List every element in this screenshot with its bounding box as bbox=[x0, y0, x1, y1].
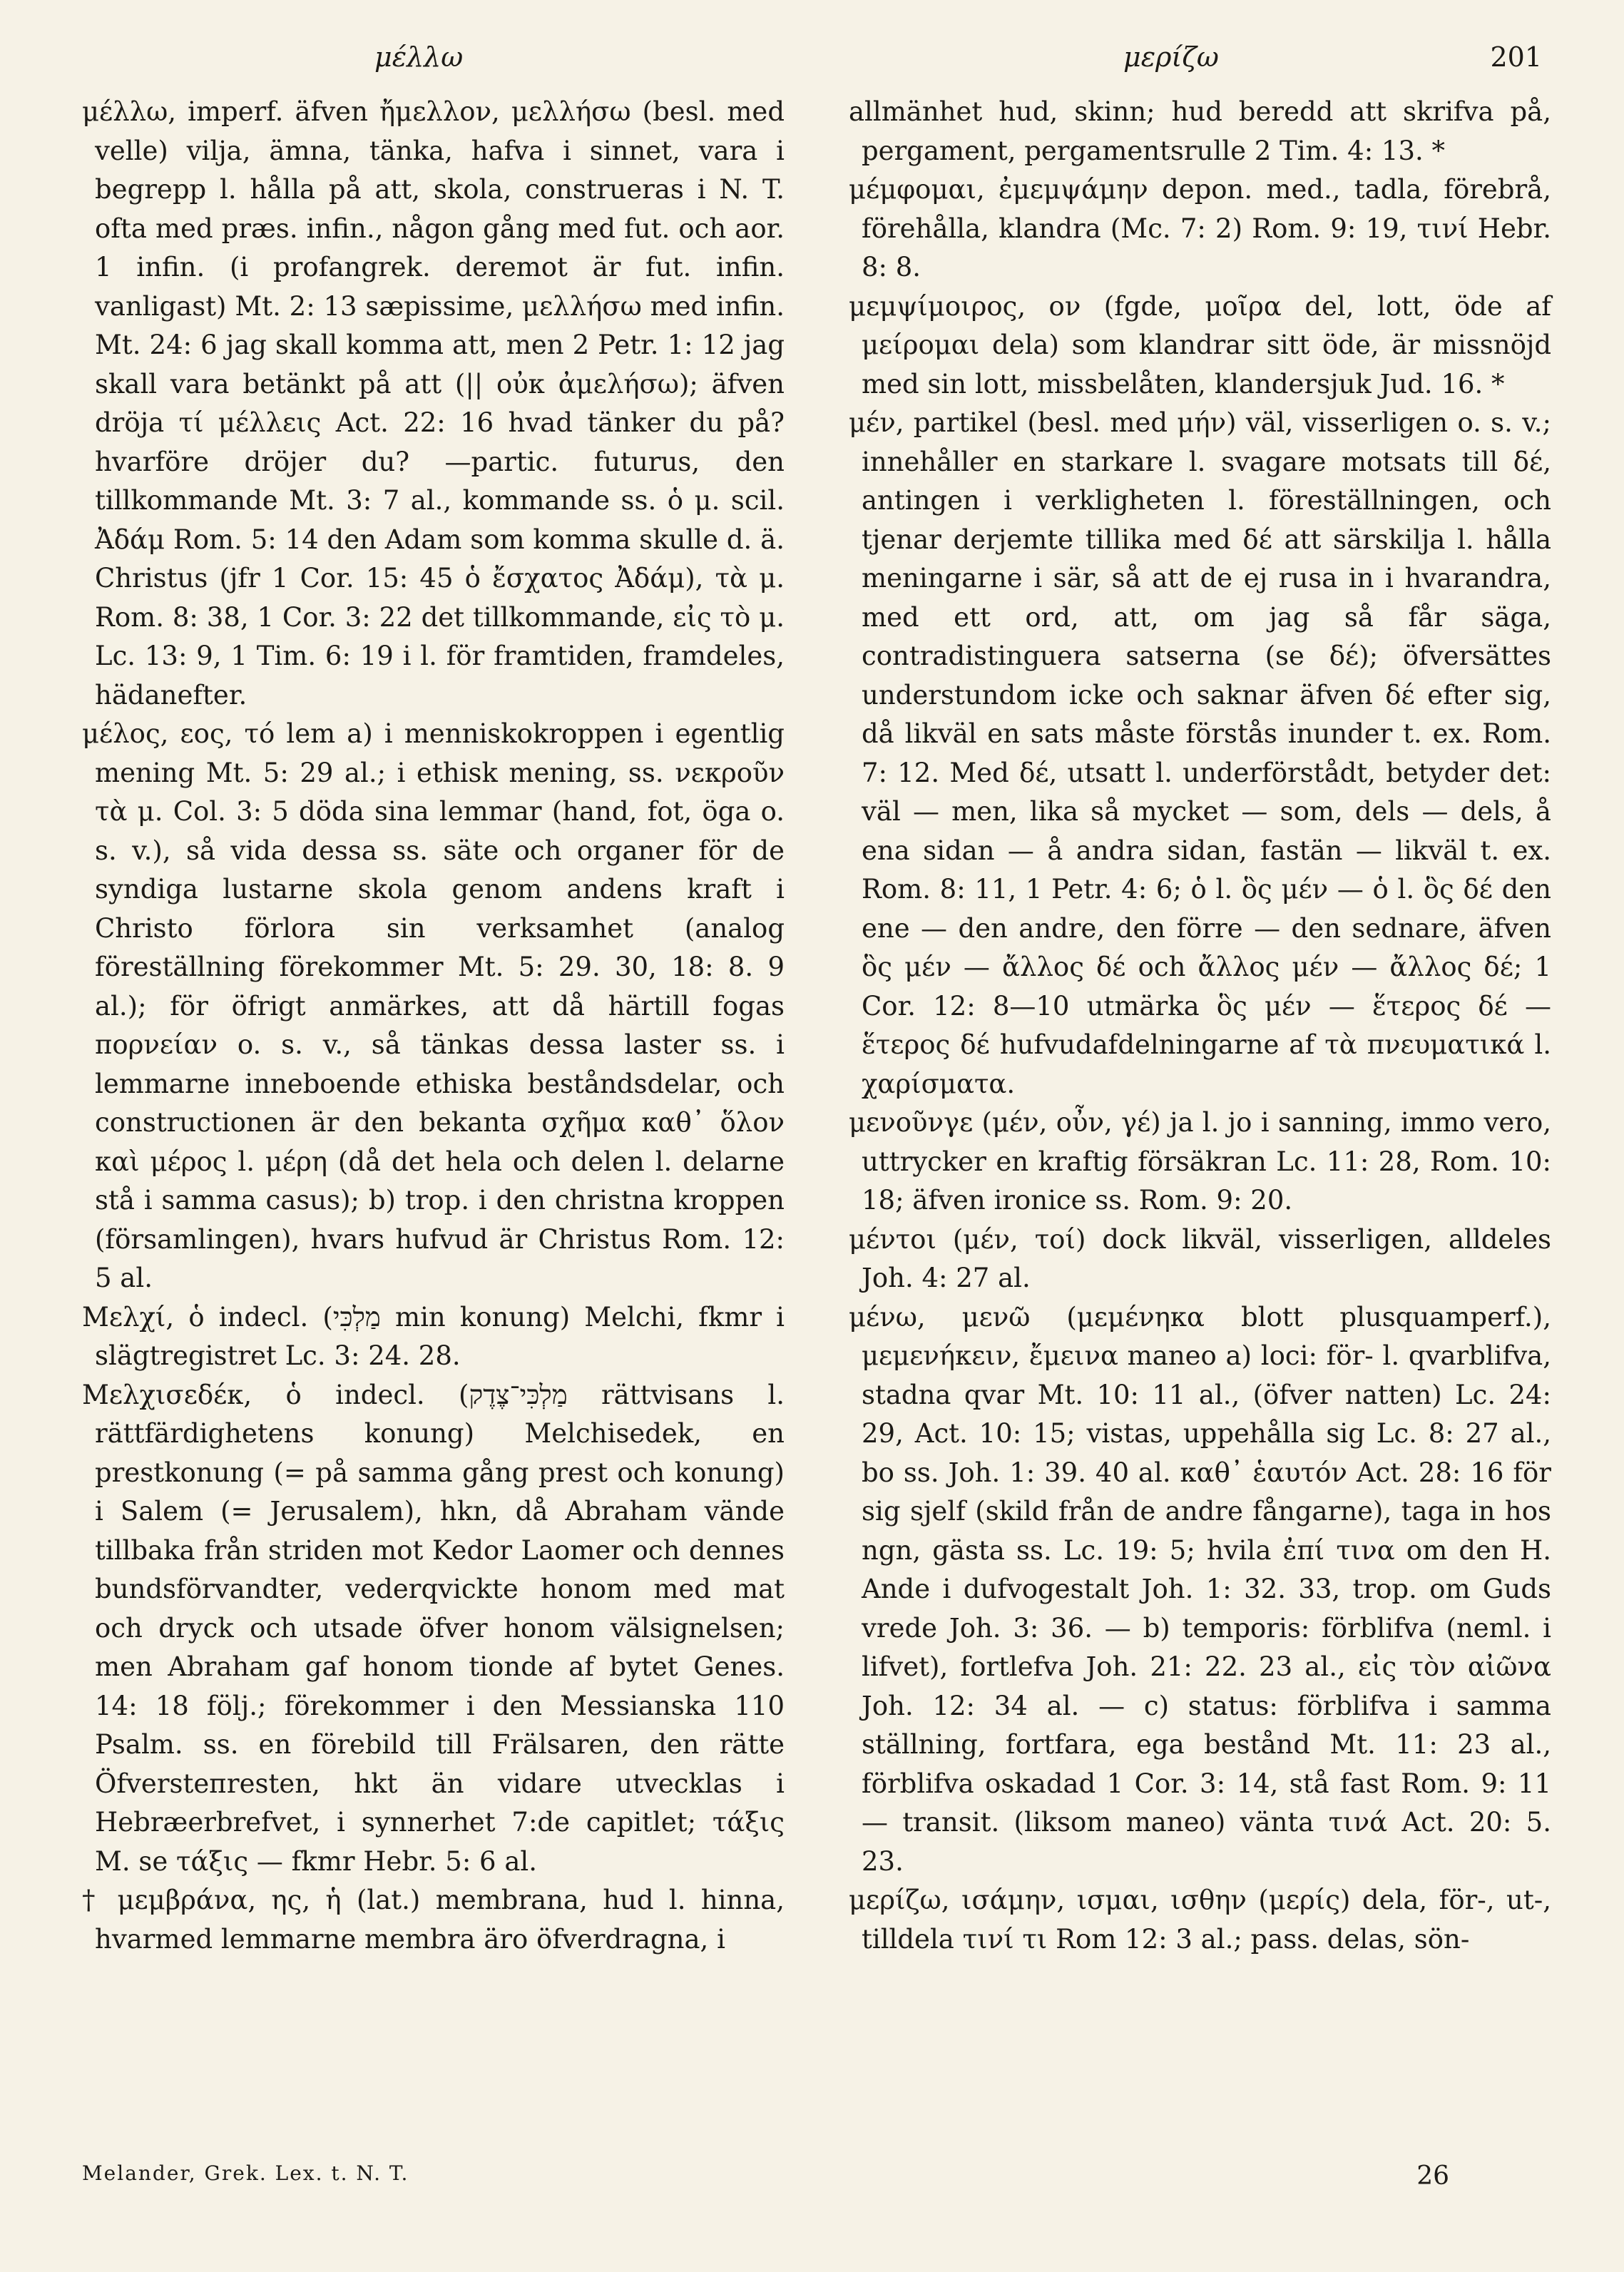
entry-menounge: μενοῦνγε (μέν, οὖν, γέ) ja l. jo i sanning, immo vero, uttrycker en kraftig försäkran Lc. 11: 28, Rom. 10: 18; äfven ironice ss. Rom. 9: 20. bbox=[849, 1107, 1551, 1216]
sheet-number: 26 bbox=[1416, 2161, 1449, 2191]
entry-memphomai: μέμφομαι, ἐμεμψάμην depon. med., tadla, förebrå, förehålla, klandra (Mc. 7: 2) Rom. 9: 19, τινί Hebr. 8: 8. bbox=[849, 174, 1551, 282]
entry-membrana: † μεμβράνα, ης, ἡ (lat.) membrana, hud l. hinna, hvarmed lemmarne membra äro öfverdragna, i bbox=[82, 1885, 785, 1955]
entry-melchisedek: Μελχισεδέκ, ὁ indecl. (מַלְכִּי־צֶדֶק rättvisans l. rättfärdighetens konung) Melchisedek, en prestkonung (= på samma gång prest och konung) i Salem (= Jerusalem), hkn, då Abraham vände tillbaka från striden mot Kedor Laomer och dennes bundsförvandter, vederqvickte honom med mat och dryck och utsade öfver honom välsignelsen; men Abraham gaf honom tionde af bytet Genes. 14: 18 följ.; förekommer i den Messianska 110 Psalm. ss. en förebild till Frälsaren, den rätte Öfversteпresten, hkt än vidare utvecklas i Hebræerbrefvet, i synnerhet 7:de capitlet; τάξις Μ. se τάξις — fkmr Hebr. 5: 6 al. bbox=[82, 1379, 785, 1877]
header-right-word: μερίζω bbox=[1123, 41, 1219, 73]
entry-merizo: μερίζω, ισάμην, ισμαι, ισθην (μερίς) dela, för-, ut-, tilldela τινί τι Rom 12: 3 al.; pass. delas, sön- bbox=[849, 1885, 1551, 1955]
page-number: 201 bbox=[1490, 41, 1542, 73]
header-left-word: μέλλω bbox=[374, 41, 464, 73]
entry-melos: μέλος, εος, τό lem a) i menniskokroppen i egentlig mening Mt. 5: 29 al.; i ethisk mening, ss. νεκροῦν τὰ μ. Col. 3: 5 döda sina lemmar (hand, fot, öga o. s. v.), så vida dessa ss. säte och organer för de syndiga lustarne skola genom andens kraft i Christo förlora sin verksamhet (analog föreställning förekommer Mt. 5: 29. 30, 18: 8. 9 al.); för öfrigt anmärkes, att då härtill fogas πορνείαν o. s. v., så tänkas dessa laster ss. i lemmarne inneboende ethiska beståndsdelar, och constructionen är den bekanta σχῆμα καθ᾽ ὅλον καὶ μέρος l. μέρη (då det hela och delen l. delarne stå i samma casus); b) trop. i den christna kroppen (församlingen), hvars hufvud är Christus Rom. 12: 5 al. bbox=[82, 718, 785, 1293]
page-footer bbox=[82, 2161, 1542, 2197]
entry-melchi: Μελχί, ὁ indecl. (מַלְכִּי min konung) Melchi, fkmr i slägtregistret Lc. 3: 24. 28. bbox=[82, 1301, 785, 1371]
entry-mentoi: μέντοι (μέν, τοί) dock likväl, visserligen, alldeles Joh. 4: 27 al. bbox=[849, 1223, 1551, 1293]
entry-mempsimoiros: μεμψίμοιρος, ον (fgde, μοῖρα del, lott, öde af μείρομαι dela) som klandrar sitt öde, är missnöjd med sin lott, missbelåten, klandersjuk Jud. 16. * bbox=[849, 290, 1551, 399]
left-column bbox=[82, 93, 785, 1959]
printer-signature: Melander, Grek. Lex. t. N. T. bbox=[82, 2161, 409, 2185]
entry-mello: μέλλω, imperf. äfven ἤμελλον, μελλήσω (besl. med velle) vilja, ämna, tänka, hafva i sinnet, vara i begrepp l. hålla på att, skola, construeras i N. T. ofta med præs. infin., någon gång med fut. och aor. 1 infin. (i profangrek. deremot är fut. infin. vanligast) Mt. 2: 13 sæpissime, μελλήσω med infin. Mt. 24: 6 jag skall komma att, men 2 Petr. 1: 12 jag skall vara betänkt på att (|| οὐκ ἀμελήσω); äfven dröja τί μέλλεις Act. 22: 16 hvad tänker du på? hvarföre dröjer du? —partic. futurus, den tillkommande Mt. 3: 7 al., kommande ss. ὁ μ. scil. Ἀδάμ Rom. 5: 14 den Adam som komma skulle d. ä. Christus (jfr 1 Cor. 15: 45 ὁ ἔσχατος Ἀδάμ), τὰ μ. Rom. 8: 38, 1 Cor. 3: 22 det tillkommande, εἰς τὸ μ. Lc. 13: 9, 1 Tim. 6: 19 i l. för framtiden, framdeles, hädanefter. bbox=[82, 96, 785, 710]
right-column bbox=[849, 93, 1551, 1959]
entry-meno: μένω, μενῶ (μεμένηκα blott plusquamperf.), μεμενήκειν, ἔμεινα maneo a) loci: för- l. qvarblifva, stadna qvar Mt. 10: 11 al., (öfver natten) Lc. 24: 29, Act. 10: 15; vistas, uppehålla sig Lc. 8: 27 al., bo ss. Joh. 1: 39. 40 al. καθ᾽ ἑαυτόν Act. 28: 16 för sig sjelf (skild från de andre fångarne), taga in hos ngn, gästa ss. Lc. 19: 5; hvila ἐπί τινα om den H. Ande i dufvogestalt Joh. 1: 32. 33, trop. om Guds vrede Joh. 3: 36. — b) temporis: förblifva (neml. i lifvet), fortlefva Joh. 21: 22. 23 al., εἰς τὸν αἰῶνα Joh. 12: 34 al. — c) status: förblifva i samma ställning, fortfara, ega bestånd Mt. 11: 23 al., förblifva oskadad 1 Cor. 3: 14, stå fast Rom. 9: 11 — transit. (liksom maneo) vänta τινά Act. 20: 5. 23. bbox=[849, 1301, 1551, 1877]
entry-membrana-cont: allmänhet hud, skinn; hud beredd att skrifva på, pergament, pergamentsrulle 2 Tim. 4: 13. * bbox=[849, 96, 1551, 166]
entry-men: μέν, partikel (besl. med μήν) väl, visserligen o. s. v.; innehåller en starkare l. svagare motsats till δέ, antingen i verkligheten l. föreställningen, och tjenar derjemte tillika med δέ att särskilja l. hålla meningarne i sär, så att de ej rusa in i hvarandra, med ett ord, att, om jag så får säga, contradistinguera satserna (se δέ); öfversättes understundom icke och saknar äfven δέ efter sig, då likväl en sats måste förstås inunder t. ex. Rom. 7: 12. Med δέ, utsatt l. underförstådt, betyder det: väl — men, lika så mycket — som, dels — dels, å ena sidan — å andra sidan, fastän — likväl t. ex. Rom. 8: 11, 1 Petr. 4: 6; ὁ l. ὃς μέν — ὁ l. ὃς δέ den ene — den andre, den förre — den sednare, äfven ὃς μέν — ἄλλος δέ och ἄλλος μέν — ἄλλος δέ; 1 Cor. 12: 8—10 utmärka ὃς μέν — ἕτερος δέ — ἕτερος δέ hufvudafdelningarne af τὰ πνευματικά l. χαρίσματα. bbox=[849, 407, 1551, 1099]
page-header bbox=[82, 41, 1542, 84]
